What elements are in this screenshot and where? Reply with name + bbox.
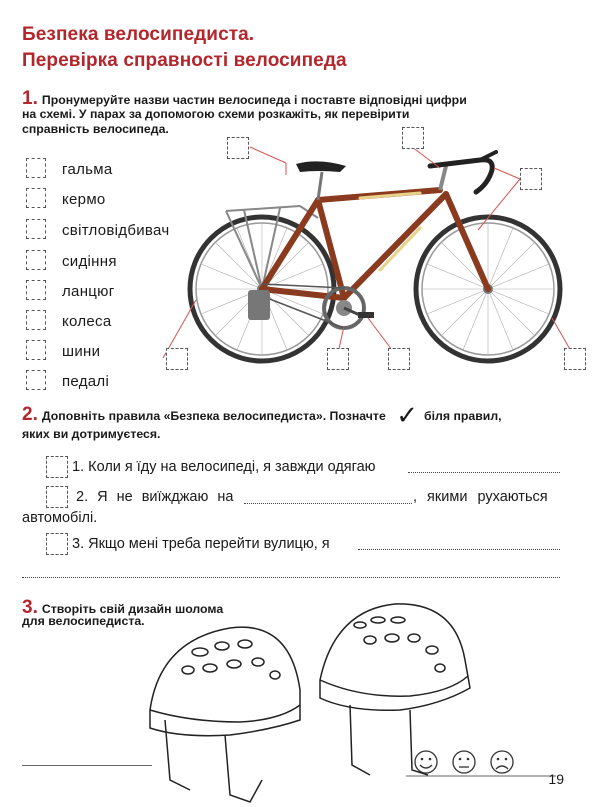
task2-text-b: біля правил, bbox=[424, 409, 502, 423]
extra-answer-line[interactable] bbox=[22, 577, 560, 578]
task2-text-line2: яких ви дотримуєтеся. bbox=[22, 427, 161, 441]
helmet-left[interactable] bbox=[150, 627, 300, 802]
part-label-reflector: світловідбивач bbox=[62, 222, 170, 239]
task1-number: 1. bbox=[22, 88, 38, 109]
diagram-number-box[interactable] bbox=[327, 348, 349, 370]
page-number: 19 bbox=[548, 771, 564, 787]
self-assessment bbox=[406, 744, 566, 784]
neutral-face-icon[interactable] bbox=[453, 751, 475, 773]
part-label-saddle: сидіння bbox=[62, 253, 117, 270]
part-label-tires: шини bbox=[62, 343, 101, 360]
part-label-chain: ланцюг bbox=[62, 283, 115, 300]
diagram-number-box[interactable] bbox=[166, 348, 188, 370]
bicycle-diagram bbox=[0, 0, 600, 400]
rule3-checkbox[interactable] bbox=[46, 533, 68, 555]
rule2-answer-line[interactable] bbox=[244, 503, 412, 504]
checkmark-icon: ✓ bbox=[396, 400, 419, 430]
rule2-checkbox[interactable] bbox=[46, 486, 68, 508]
part-label-pedals: педалі bbox=[62, 373, 110, 390]
rule1-text: 1. Коли я їду на велосипеді, я завжди одягаю bbox=[72, 459, 376, 475]
page-title-line1: Безпека велосипедиста. bbox=[22, 24, 255, 45]
task3-number: 3. bbox=[22, 597, 38, 618]
rule2-text-a: 2. Я не виїжджаю на bbox=[76, 489, 234, 505]
rule3-text: 3. Якщо мені треба перейти вулицю, я bbox=[72, 536, 330, 552]
rear-derailleur bbox=[248, 290, 270, 320]
task3-text-line2: для велосипедиста. bbox=[22, 614, 145, 628]
part-label-handlebar: кермо bbox=[62, 191, 106, 208]
rule2-text-c: автомобілі. bbox=[22, 510, 98, 526]
diagram-number-box[interactable] bbox=[564, 348, 586, 370]
diagram-number-box[interactable] bbox=[520, 168, 542, 190]
task3-text-line1: Створіть свій дизайн шолома bbox=[41, 602, 224, 616]
sad-face-icon[interactable] bbox=[491, 751, 513, 773]
task1-text-line3: справність велосипеда. bbox=[22, 122, 169, 136]
rule1-answer-line[interactable] bbox=[408, 472, 560, 473]
page-title-line2: Перевірка справності велосипеда bbox=[22, 50, 347, 71]
diagram-number-box[interactable] bbox=[402, 127, 424, 149]
task2-text-a: Доповніть правила «Безпека велосипедиста». Позначте bbox=[41, 409, 386, 423]
rule1-checkbox[interactable] bbox=[46, 456, 68, 478]
bottom-left-line[interactable] bbox=[22, 765, 152, 766]
diagram-number-box[interactable] bbox=[227, 137, 249, 159]
task1-text-line1: Пронумеруйте назви частин велосипеда і поставте відповідні цифри bbox=[41, 93, 467, 107]
rule2-text-b: , якими рухаються bbox=[413, 489, 548, 505]
saddle bbox=[296, 161, 346, 172]
happy-face-icon[interactable] bbox=[415, 751, 437, 773]
part-label-wheels: колеса bbox=[62, 313, 112, 330]
task1-text-line2: на схемі. У парах за допомогою схеми розкажіть, як перевірити bbox=[22, 107, 410, 121]
rule3-answer-line[interactable] bbox=[358, 549, 560, 550]
diagram-number-box[interactable] bbox=[388, 348, 410, 370]
task2-number: 2. bbox=[22, 404, 38, 425]
pedal bbox=[358, 312, 374, 318]
part-label-brakes: гальма bbox=[62, 161, 113, 178]
